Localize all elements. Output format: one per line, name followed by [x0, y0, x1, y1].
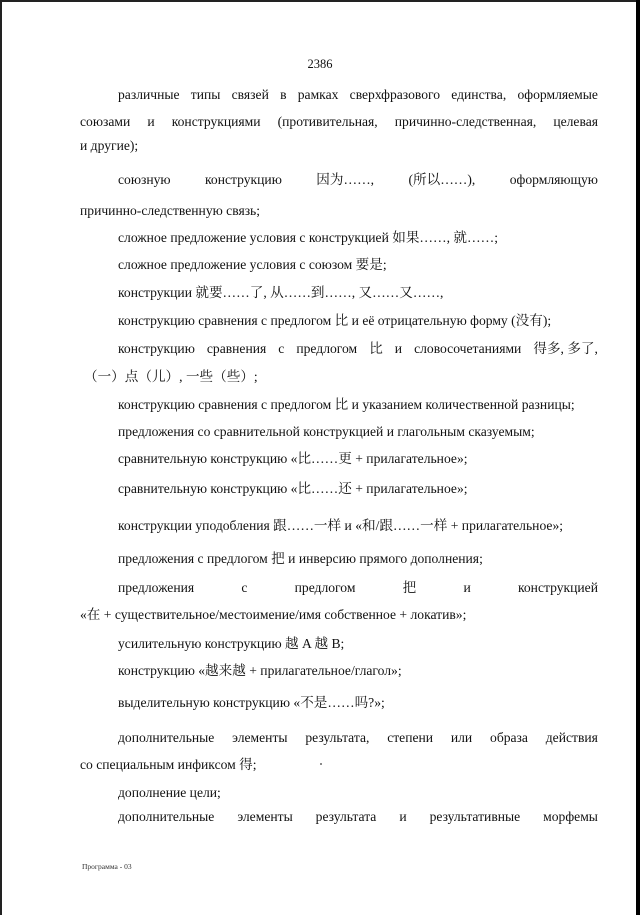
text-line-4 — [118, 172, 598, 188]
text-line-8: конструкции 就要……了, 从……到……, 又……又……, — [118, 285, 444, 300]
text-line-26 — [118, 809, 598, 825]
word: результата — [315, 809, 377, 824]
word: с — [278, 341, 285, 356]
text-line-16: конструкции уподобления 跟……一样 и «和/跟……一样 + прилагательное»; — [118, 518, 564, 533]
text-line-5: причинно-следственную связь; — [80, 203, 261, 218]
word: словосочетаниями — [414, 341, 522, 356]
text-line-25: дополнение цели; — [118, 785, 221, 800]
text-line-15: сравнительную конструкцию «比……还 + прилагательное»; — [118, 481, 468, 496]
text-line-11: （一）点（儿）, 一些（些）; — [84, 369, 258, 384]
word: союзную — [118, 172, 171, 187]
word: действия — [545, 730, 598, 745]
word: 把 — [402, 580, 417, 595]
word: дополнительные — [118, 809, 215, 824]
word: и — [147, 114, 155, 129]
text-line-6: сложное предложение условия с конструкцией 如果……, 就……; — [118, 230, 498, 245]
text-line-13: предложения со сравнительной конструкцией и глагольным сказуемым; — [118, 424, 535, 439]
page-number: 2386 — [307, 57, 333, 71]
word: предлогом — [296, 341, 358, 356]
word: результативные — [429, 809, 521, 824]
word: степени — [387, 730, 434, 745]
text-line-14: сравнительную конструкцию «比……更 + прилагательное»; — [118, 451, 468, 466]
page-footer: Программа - 03 — [82, 862, 132, 871]
word: целевая — [553, 114, 598, 129]
text-line-23 — [118, 730, 598, 746]
word: типы — [190, 87, 221, 102]
word: различные — [118, 87, 180, 102]
word: конструкциями — [171, 114, 261, 129]
text-line-22: выделительную конструкцию «不是……吗?»; — [118, 695, 385, 710]
word: сверхфразового — [349, 87, 441, 102]
text-line-7: сложное предложение условия с союзом 要是; — [118, 257, 387, 272]
text-line-9: конструкцию сравнения с предлогом 比 и её отрицательную форму (没有); — [118, 313, 552, 328]
word: (所以……), — [408, 172, 476, 187]
word: (противительная, — [277, 114, 378, 129]
text-line-10 — [118, 341, 598, 357]
text-line-18 — [118, 580, 598, 596]
word: оформляемые — [517, 87, 598, 102]
text-line-12: конструкцию сравнения с предлогом 比 и указанием количественной разницы; — [118, 397, 575, 412]
text-line-24: со специальным инфиксом 得; — [80, 757, 257, 772]
word: единства, — [451, 87, 507, 102]
word: и — [463, 580, 471, 595]
word: 比 — [369, 341, 383, 356]
text-line-1 — [118, 87, 598, 103]
word: образа — [490, 730, 528, 745]
word: сравнения — [206, 341, 267, 356]
word: конструкцией — [517, 580, 598, 595]
word: морфемы — [543, 809, 598, 824]
word: 因为……, — [316, 172, 375, 187]
word: элементы — [237, 809, 293, 824]
text-line-20: усилительную конструкцию 越 A 越 B; — [118, 636, 345, 651]
word: с — [241, 580, 248, 595]
text-line-21: конструкцию «越来越 + прилагательное/глагол»; — [118, 663, 402, 678]
scan-speck — [320, 763, 322, 765]
word: дополнительные — [118, 730, 215, 745]
word: элементы — [232, 730, 288, 745]
word: конструкцию — [205, 172, 282, 187]
word: или — [450, 730, 473, 745]
word: результата, — [305, 730, 370, 745]
scan-edge — [636, 0, 640, 915]
word: и — [399, 809, 407, 824]
text-line-19: «在 + существительное/местоимение/имя собственное + локатив»; — [80, 607, 467, 622]
word: конструкцию — [118, 341, 195, 356]
text-line-17: предложения с предлогом 把 и инверсию прямого дополнения; — [118, 551, 483, 566]
word: рамках — [297, 87, 339, 102]
word: в — [280, 87, 287, 102]
word: предложения — [118, 580, 195, 595]
text-line-2 — [80, 114, 598, 130]
word: союзами — [80, 114, 131, 129]
text-line-3: и другие); — [80, 138, 139, 153]
word: 得多, 多了, — [533, 341, 598, 356]
word: оформляющую — [509, 172, 598, 187]
word: и — [394, 341, 403, 356]
word: причинно-следственная, — [394, 114, 537, 129]
word: предлогом — [294, 580, 356, 595]
word: связей — [231, 87, 269, 102]
